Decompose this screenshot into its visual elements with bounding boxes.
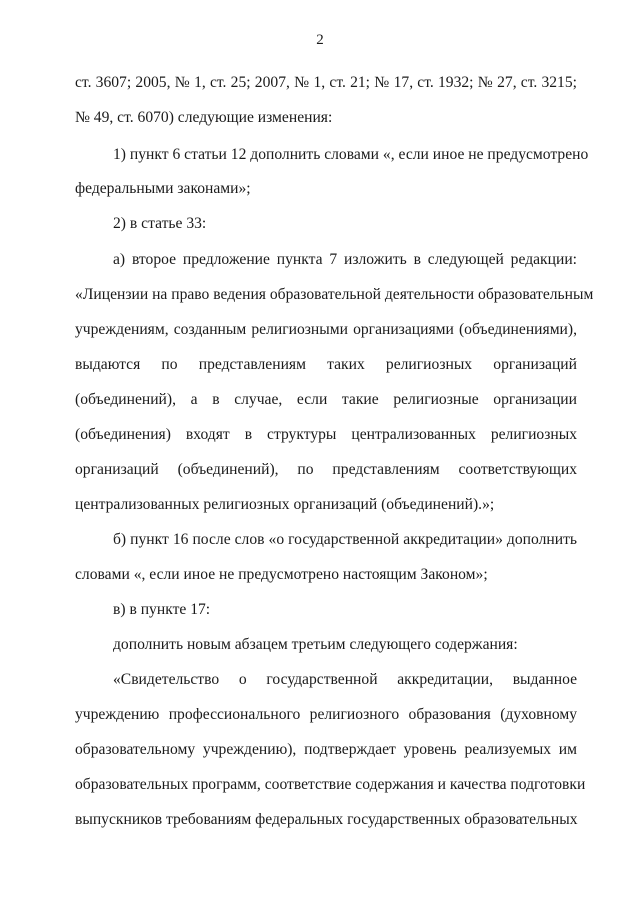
text-line: учреждению профессионального религиозного образования (духовному (75, 706, 577, 723)
text-line: «Лицензии на право ведения образовательной деятельности образовательным (75, 286, 594, 303)
text-line: «Свидетельство о государственной аккредитации, выданное (113, 671, 577, 688)
text-line: 1) пункт 6 статьи 12 дополнить словами «, если иное не предусмотрено (113, 146, 589, 163)
text-line: дополнить новым абзацем третьим следующего содержания: (113, 636, 518, 653)
page-number: 2 (316, 32, 324, 48)
text-line: 2) в статье 33: (113, 215, 207, 232)
text-line: образовательных программ, соответствие содержания и качества подготовки (75, 776, 586, 793)
text-line: б) пункт 16 после слов «о государственной аккредитации» дополнить (113, 531, 577, 548)
text-line: выдаются по представлениям таких религиозных организаций (75, 356, 577, 373)
text-line: (объединения) входят в структуры централизованных религиозных (75, 426, 577, 443)
text-line: (объединений), а в случае, если такие религиозные организации (75, 391, 577, 408)
text-line: ст. 3607; 2005, № 1, ст. 25; 2007, № 1, ст. 21; № 17, ст. 1932; № 27, ст. 3215; (75, 74, 577, 91)
text-line: а) второе предложение пункта 7 изложить в следующей редакции: (113, 251, 577, 268)
text-line: централизованных религиозных организаций (объединений).»; (75, 496, 495, 513)
text-line: в) в пункте 17: (113, 601, 211, 618)
text-line: выпускников требованиям федеральных государственных образовательных (75, 811, 578, 828)
text-line: учреждениям, созданным религиозными организациями (объединениями), (75, 321, 577, 338)
text-line: № 49, ст. 6070) следующие изменения: (75, 109, 333, 126)
text-line: федеральными законами»; (75, 180, 251, 197)
text-line: организаций (объединений), по представлениям соответствующих (75, 461, 577, 478)
text-line: словами «, если иное не предусмотрено настоящим Законом»; (75, 566, 488, 583)
text-line: образовательному учреждению), подтверждает уровень реализуемых им (75, 741, 577, 758)
